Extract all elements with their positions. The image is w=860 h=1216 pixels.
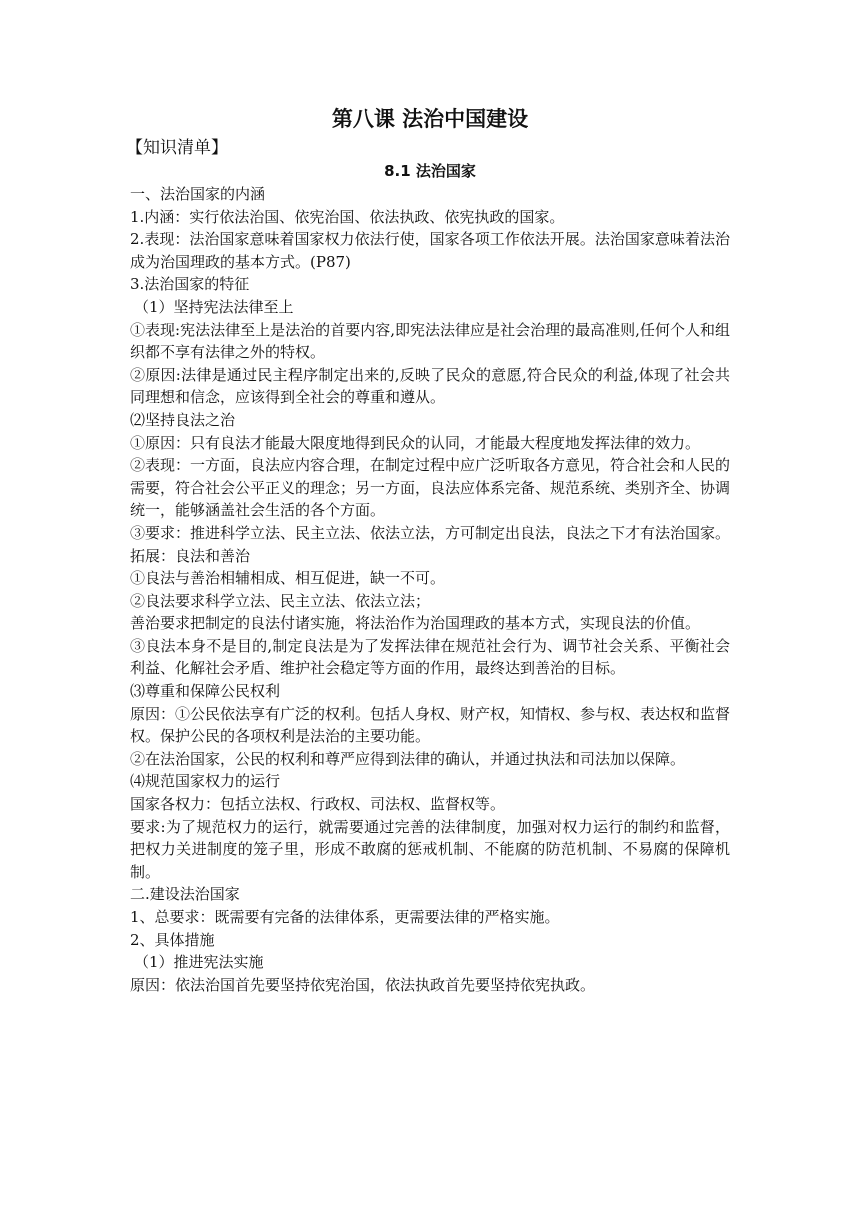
paragraph: ①原因：只有良法才能最大限度地得到民众的认同，才能最大程度地发挥法律的效力。 (130, 433, 701, 452)
paragraph: ①良法与善治相辅相成、相互促进，缺一不可。 (130, 569, 446, 588)
paragraph: ①表现:宪法法律至上是法治的首要内容,即宪法法律应是社会治理的最高准则,任何个人和组织都不享有法律之外的特权。 (130, 320, 730, 362)
paragraph: ③要求：推进科学立法、民主立法、依法立法，方可制定出良法，良法之下才有法治国家。 (130, 523, 731, 542)
paragraph: 国家各权力：包括立法权、行政权、司法权、监督权等。 (130, 795, 506, 814)
paragraph: 拓展：良法和善治 (130, 546, 251, 565)
paragraph: 一、法治国家的内涵 (130, 185, 266, 203)
paragraph: （1）推进宪法实施 (134, 953, 264, 972)
paragraph: 二.建设法治国家 (130, 885, 240, 904)
paragraph: 3.法治国家的特征 (130, 275, 250, 294)
paragraph: ⑵坚持良法之治 (130, 410, 236, 429)
section-title: 8.1 法治国家 (384, 162, 476, 180)
paragraph: 原因：①公民依法享有广泛的权利。包括人身权、财产权，知情权、参与权、表达权和监督权。保护公民的各项权利是法治的主要功能。 (130, 704, 731, 746)
paragraph: ②表现：一方面，良法应内容合理，在制定过程中应广泛听取各方意见，符合社会和人民的需要，符合社会公平正义的理念；另一方面，良法应体系完备、规范系统、类别齐全、协调统一，能够涵盖社会生活的各个方面。 (130, 456, 731, 520)
paragraph: ②良法要求科学立法、民主立法、依法立法； (130, 591, 431, 610)
paragraph: 1、总要求：既需要有完备的法律体系，更需要法律的严格实施。 (130, 908, 560, 926)
paragraph: ②在法治国家，公民的权利和尊严应得到法律的确认，并通过执法和司法加以保障。 (130, 749, 686, 768)
checklist-label: 【知识清单】 (126, 138, 228, 158)
paragraph: ②原因:法律是通过民主程序制定出来的,反映了民众的意愿,符合民众的利益,体现了社会共同理想和信念，应该得到全社会的尊重和遵从。 (130, 365, 730, 407)
paragraph: （1）坚持宪法法律至上 (134, 297, 294, 316)
page-title: 第八课 法治中国建设 (331, 107, 529, 131)
document-page (126, 100, 731, 996)
paragraph: 2.表现：法治国家意味着国家权力依法行使，国家各项工作依法开展。法治国家意味着法治成为治国理政的基本方式。(P87) (130, 230, 730, 271)
paragraph: ③良法本身不是目的,制定良法是为了发挥法律在规范社会行为、调节社会关系、平衡社会利益、化解社会矛盾、维护社会稳定等方面的作用，最终达到善治的目标。 (130, 636, 730, 678)
paragraph: 善治要求把制定的良法付诸实施，将法治作为治国理政的基本方式，实现良法的价值。 (130, 614, 701, 633)
paragraph: 原因：依法治国首先要坚持依宪治国，依法执政首先要坚持依宪执政。 (130, 975, 596, 994)
paragraph: ⑶尊重和保障公民权利 (130, 682, 281, 701)
document-body (130, 183, 730, 996)
paragraph: 2、具体措施 (130, 930, 215, 949)
paragraph: 1.内涵：实行依法治国、依宪治国、依法执政、依宪执政的国家。 (130, 207, 565, 226)
paragraph: 要求:为了规范权力的运行，就需要通过完善的法律制度，加强对权力运行的制约和监督，把权力关进制度的笼子里，形成不敢腐的惩戒机制、不能腐的防范机制、不易腐的保障机制。 (130, 817, 730, 881)
paragraph: ⑷规范国家权力的运行 (130, 772, 281, 791)
